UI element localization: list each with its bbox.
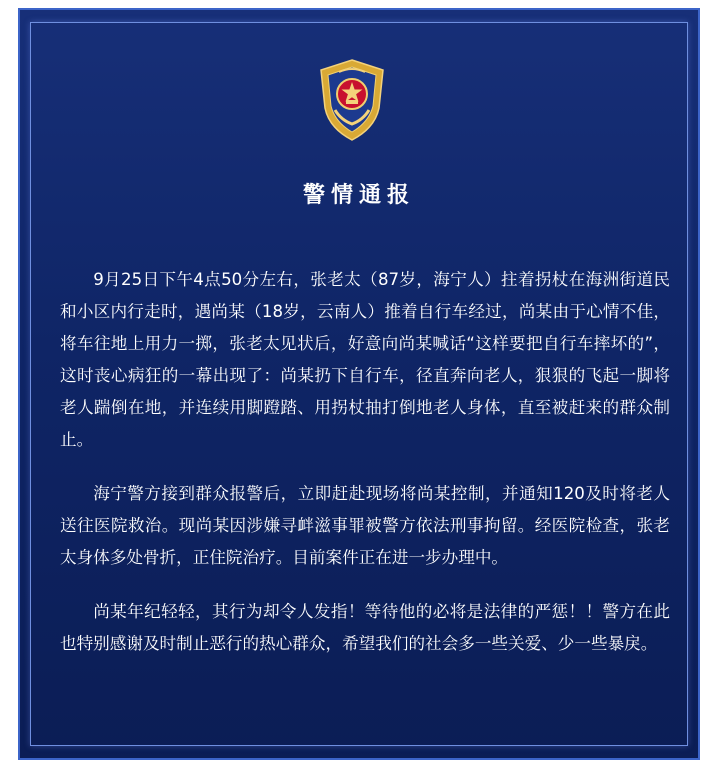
police-badge-icon (317, 58, 387, 142)
paragraph-police-response: 海宁警方接到群众报警后，立即赶赴现场将尚某控制，并通知120及时将老人送往医院救治。现尚某因涉嫌寻衅滋事罪被警方依法刑事拘留。经医院检查，张老太身体多处骨折，正住院治疗。目前案件正在进一步办理中。 (60, 484, 670, 567)
notice-panel (18, 8, 700, 760)
notice-body (60, 264, 670, 682)
notice-title: 警情通报 (302, 183, 415, 208)
paragraph-appeal: 尚某年纪轻轻，其行为却令人发指！等待他的必将是法律的严惩！！警方在此也特别感谢及时制止恶行的热心群众，希望我们的社会多一些关爱、少一些暴戾。 (60, 602, 670, 653)
paragraph-incident: 9月25日下午4点50分左右，张老太（87岁，海宁人）拄着拐杖在海洲街道民和小区内行走时，遇尚某（18岁，云南人）推着自行车经过，尚某由于心情不佳，将车往地上用力一掷，张老太见状后，好意向尚某喊话“这样要把自行车摔坏的”，这时丧心病狂的一幕出现了：尚某扔下自行车，径直奔向老人，狠狠的飞起一脚将老人踹倒在地，并连续用脚蹬踏、用拐杖抽打倒地老人身体，直至被赶来的群众制止。 (60, 270, 670, 449)
